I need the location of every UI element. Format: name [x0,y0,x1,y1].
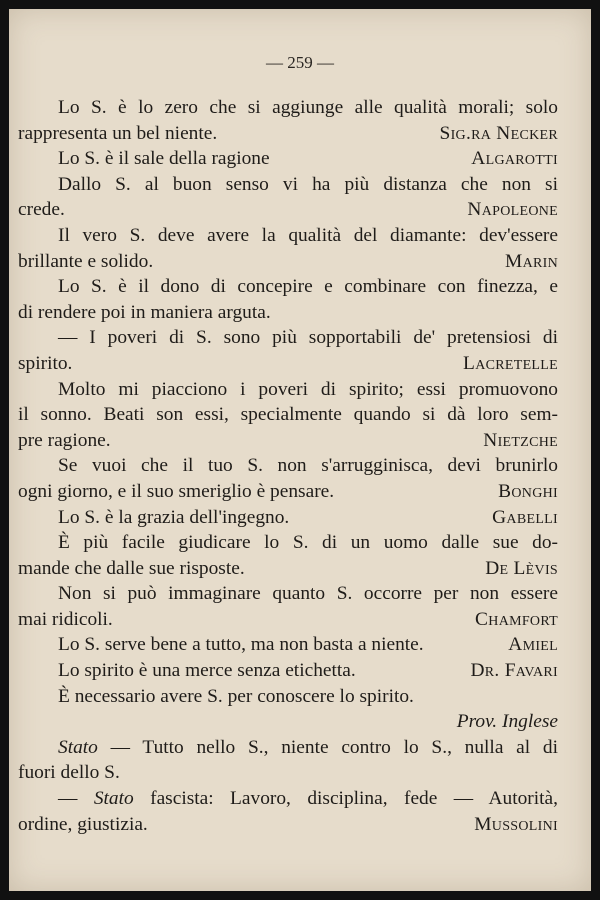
quote-entry [18,530,558,581]
quote-author: Marin [505,250,558,272]
page-number: — 259 — [266,53,334,72]
quote-author: Algarotti [471,148,558,170]
quote-entry [18,223,558,274]
stato-text: — Tutto nello S., niente contro lo S., nulla al di [97,736,558,758]
quote-text: Lo S. serve bene a tutto, ma non basta a niente. [58,634,424,656]
quote-entry [18,95,558,146]
quote-text: mai ridicoli. [18,608,113,630]
quote-line: Molto mi piacciono i poveri di spirito; essi promuovono [58,378,558,400]
quote-line: — I poveri di S. sono più sopportabili de' pretensiosi di [58,327,558,349]
quote-last-line [18,300,558,326]
quote-text: mande che dalle sue risposte. [18,557,245,579]
stato-keyword: Stato [93,788,134,810]
quote-last-line [18,479,558,505]
quote-text: È necessario avere S. per conoscere lo spirito. [58,685,414,707]
quote-line: Il vero S. deve avere la qualità del diamante: dev'essere [58,224,558,246]
quote-last-line [18,146,558,172]
stato-line-2: fuori dello S. [18,762,120,784]
quote-entry [18,172,558,223]
quote-line: Lo S. è lo zero che si aggiunge alle qualità morali; solo [58,97,558,118]
quote-last-line [18,607,558,633]
quote-last-line [18,121,558,147]
quote-entry [18,581,558,632]
quote-last-line [18,658,558,684]
quote-last-line [18,351,558,377]
quote-last-line [18,556,558,582]
quote-text: ogni giorno, e il suo smeriglio è pensare. [18,480,335,502]
quote-author: Dr. Favari [470,660,558,682]
stato-fascista-line-1 [18,786,558,812]
quote-line: Se vuoi che il tuo S. non s'arrugginisca, devi brunirlo [58,455,558,477]
quote-line: Lo S. è il dono di concepire e combinare con finezza, e [58,276,558,298]
stato-line-1 [18,735,558,761]
quote-last-line [18,505,558,531]
quote-author: Lacretelle [463,352,558,374]
quote-entry [18,632,558,658]
quote-text: brillante e solido. [18,250,154,272]
quote-entry [18,325,558,376]
quote-entry [18,505,558,531]
quote-text: pre ragione. [18,429,111,451]
quote-text: Lo S. è la grazia dell'ingegno. [58,506,290,528]
quote-entry [18,274,558,325]
quote-entry [18,453,558,504]
quote-text: rappresenta un bel niente. [18,122,218,144]
quote-author: Sig.ra Necker [439,122,558,144]
quote-text: di rendere poi in maniera arguta. [18,301,271,323]
quote-last-line [18,428,558,454]
quote-line: Dallo S. al buon senso vi ha più distanza che non si [58,173,558,195]
quote-author: Bonghi [498,480,558,502]
quote-last-line [18,249,558,275]
quote-entry [18,684,558,710]
stato-dash: — [58,788,94,810]
quote-author: Amiel [508,634,558,656]
quote-line: Non si può immaginare quanto S. occorre per non essere [58,583,558,605]
quote-entry [18,377,558,454]
quote-last-line [18,684,558,710]
quote-line: È più facile giudicare lo S. di un uomo dalle sue do- [58,532,558,554]
quote-last-line [18,197,558,223]
quote-entry [18,146,558,172]
quote-text: spirito. [18,352,73,374]
quote-author: Chamfort [475,608,558,630]
quote-text: Lo S. è il sale della ragione [58,148,270,170]
quote-text: crede. [18,199,65,221]
quote-text: Lo spirito è una merce senza etichetta. [58,660,356,682]
quote-last-line [18,632,558,658]
stato-fascista-line-2 [18,812,558,838]
quote-author: Nietzche [483,429,558,451]
stato-keyword: Stato [58,736,98,758]
quote-author: De Lèvis [485,557,558,579]
quote-author: Mussolini [474,813,558,835]
quote-line: il sonno. Beati son essi, specialmente quando si dà loro sem- [18,404,558,426]
proverb-attribution: Prov. Inglese [456,711,558,733]
quote-author: Napoleone [467,199,558,221]
book-page [9,9,591,891]
quote-text: ordine, giustizia. [18,813,148,835]
quote-entry [18,658,558,684]
page-body [18,95,558,837]
stato-text: fascista: Lavoro, disciplina, fede — Autorità, [133,788,558,810]
quote-author: Gabelli [492,506,558,528]
